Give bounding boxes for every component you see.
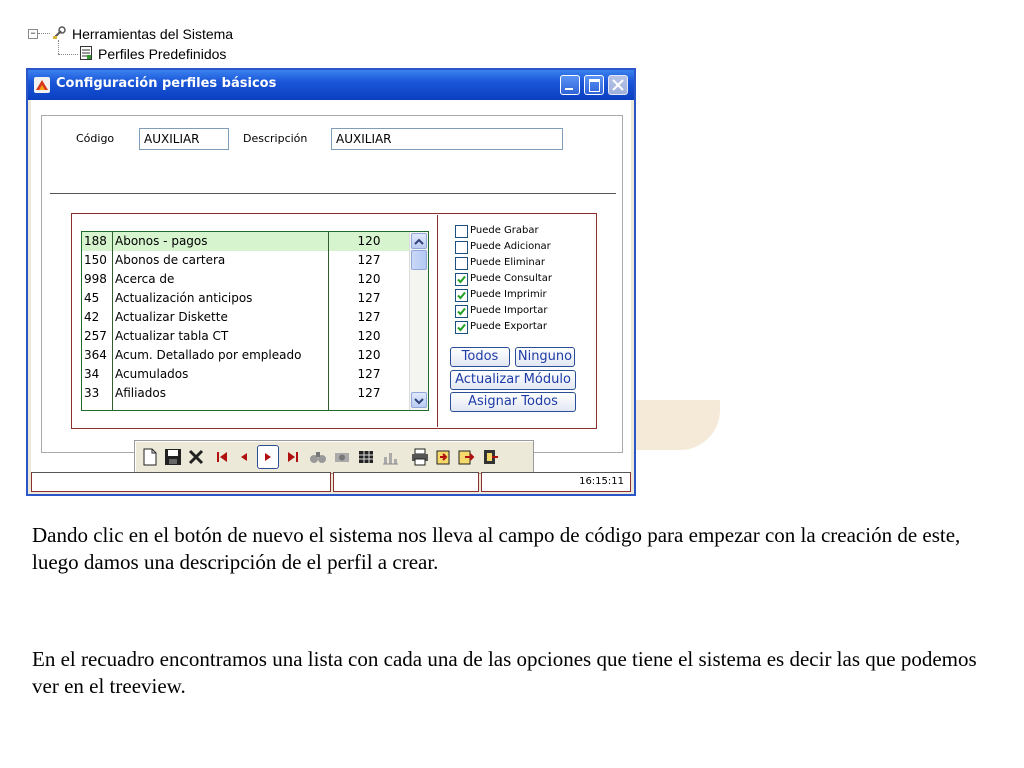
list-item[interactable]: 34 Acumulados 127: [82, 365, 410, 384]
actualizar-modulo-button[interactable]: Actualizar Módulo: [450, 370, 576, 390]
status-cell-1: [31, 472, 331, 492]
close-button[interactable]: [608, 75, 628, 95]
checkbox-box[interactable]: [455, 225, 468, 238]
ninguno-button[interactable]: Ninguno: [515, 347, 575, 367]
minimize-button[interactable]: [560, 75, 580, 95]
grid-icon[interactable]: [357, 448, 375, 466]
printer-icon[interactable]: [411, 448, 429, 466]
descripcion-label: Descripción: [243, 132, 308, 145]
profile-config-window: [26, 68, 636, 496]
tools-icon: [52, 26, 66, 40]
last-record-icon[interactable]: [284, 448, 302, 466]
window-title: Configuración perfiles básicos: [56, 76, 277, 91]
scroll-thumb[interactable]: [411, 250, 427, 270]
delete-icon[interactable]: [187, 448, 205, 466]
separator-line: [50, 193, 616, 194]
list-item[interactable]: 150 Abonos de cartera 127: [82, 251, 410, 270]
tree-item-label: Perfiles Predefinidos: [98, 46, 227, 62]
next-record-icon: [259, 448, 277, 466]
check-icon: [456, 306, 467, 317]
save-icon[interactable]: [164, 448, 182, 466]
list-item[interactable]: 33 Afiliados 127: [82, 384, 410, 403]
list-item[interactable]: 364 Acum. Detallado por empleado 120: [82, 346, 410, 365]
descripcion-input[interactable]: [331, 128, 563, 150]
next-record-button[interactable]: [257, 445, 279, 469]
codigo-input[interactable]: [139, 128, 229, 150]
list-item[interactable]: 45 Actualización anticipos 127: [82, 289, 410, 308]
app-logo-icon: [34, 77, 50, 93]
tree-expander-icon[interactable]: −: [28, 29, 38, 39]
record-toolbar: [134, 440, 534, 474]
window-client-area: Código AUXILIAR Descripción AUXILIAR 188 Abonos - pagos 120 150 Abonos de cartera 127 998 Acerca de 120 45 Actualización anticipos 127 42 Actualizar Diskette 127 257 Actualizar tabla CT 120 364 Acum. Detallado por empleado 120 34 Acumulados 127 33 Afiliados 127 Puede Grabar Puede Adicionar Puede Eliminar Puede Consultar Puede Imprimir Puede Importar Puede Exportar Todos Ninguno Actualizar Módulo Asignar Todos: [31, 100, 631, 472]
checkbox-box[interactable]: [455, 257, 468, 270]
check-icon: [456, 290, 467, 301]
panel-divider: [437, 215, 438, 427]
check-icon: [456, 274, 467, 285]
preview-icon[interactable]: [333, 448, 351, 466]
codigo-label: Código: [76, 132, 115, 145]
checkbox-box[interactable]: [455, 321, 468, 334]
status-bar: [31, 472, 631, 492]
status-cell-2: [333, 472, 479, 492]
scroll-up-button[interactable]: [411, 233, 427, 249]
asignar-todos-button[interactable]: Asignar Todos: [450, 392, 576, 412]
description-paragraph-2: En el recuadro encontramos una lista con cada una de las opciones que tiene el sistema es decir las que podemos ver en el treeview.: [32, 647, 977, 698]
column-divider: [328, 232, 329, 411]
chart-icon[interactable]: [381, 448, 399, 466]
tree-item-label: Herramientas del Sistema: [72, 26, 234, 42]
list-scrollbar[interactable]: [409, 232, 428, 410]
chevron-up-icon: [412, 235, 426, 249]
document-icon: [80, 46, 92, 60]
close-icon: [612, 79, 624, 91]
list-item[interactable]: 998 Acerca de 120: [82, 270, 410, 289]
list-item[interactable]: 42 Actualizar Diskette 127: [82, 308, 410, 327]
list-item[interactable]: 257 Actualizar tabla CT 120: [82, 327, 410, 346]
checkbox-box[interactable]: [455, 273, 468, 286]
new-icon[interactable]: [141, 448, 159, 466]
previous-record-icon[interactable]: [235, 448, 253, 466]
import-icon[interactable]: [434, 448, 452, 466]
checkbox-box[interactable]: [455, 305, 468, 318]
exit-icon[interactable]: [481, 448, 499, 466]
maximize-button[interactable]: [584, 75, 604, 95]
todos-button[interactable]: Todos: [450, 347, 510, 367]
module-list[interactable]: [81, 231, 429, 411]
checkbox-box[interactable]: [455, 289, 468, 302]
status-time: 16:15:11: [481, 472, 631, 492]
first-record-icon[interactable]: [213, 448, 231, 466]
column-divider: [112, 232, 113, 411]
check-icon: [456, 322, 467, 333]
list-item[interactable]: 188 Abonos - pagos 120: [82, 232, 410, 251]
chevron-down-icon: [412, 394, 426, 408]
export-icon[interactable]: [457, 448, 475, 466]
find-icon[interactable]: [309, 448, 327, 466]
description-paragraph-1: Dando clic en el botón de nuevo el sistema nos lleva al campo de código para empezar con la creación de este, luego damos una descripción de el perfil a crear.: [32, 523, 961, 574]
checkbox-box[interactable]: [455, 241, 468, 254]
title-bar[interactable]: [28, 70, 634, 100]
scroll-down-button[interactable]: [411, 392, 427, 408]
